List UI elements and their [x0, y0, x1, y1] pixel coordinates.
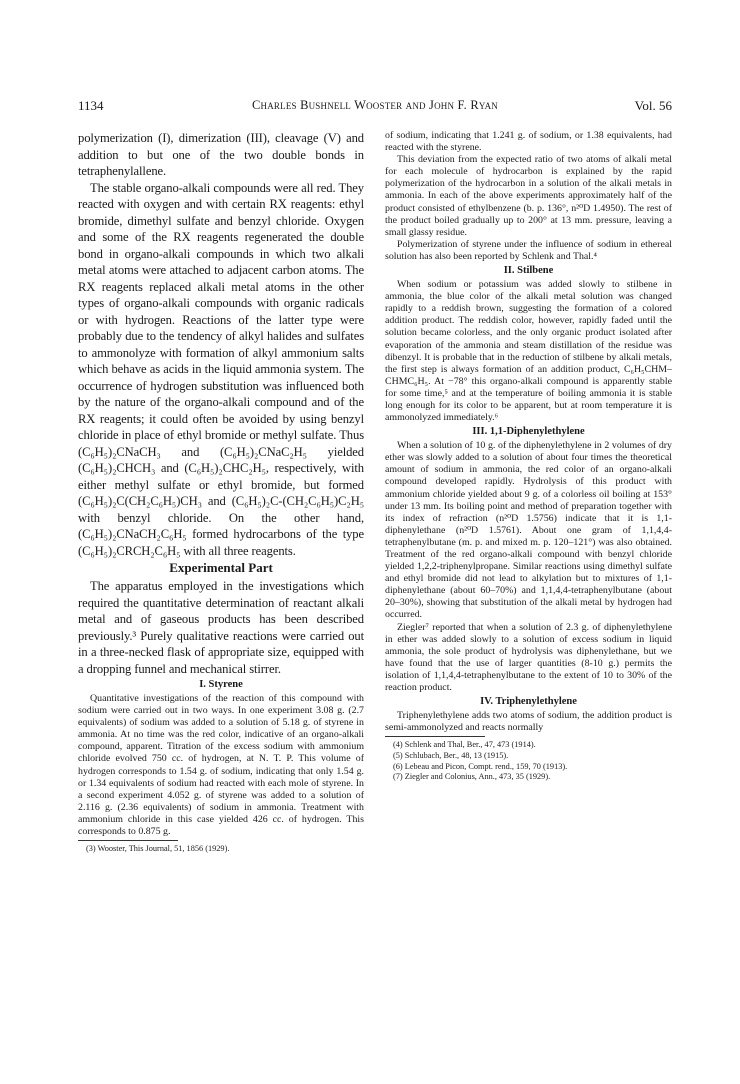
- experimental-paragraph: The apparatus employed in the investigations which required the quantitative determination of reactant alkali metal and of gaseous products has been described previously.³ Purely qualitative reactions were carried out in a three-necked flask of appropriate size, equipped with a dropping funnel and mechanical stirrer.: [78, 579, 364, 676]
- section-1-paragraph: Quantitative investigations of the reaction of this compound with sodium were carried out in two ways. In one experiment 3.08 g. (2.7 equivalents) of sodium was added to a solution of 5.18 g. of styrene in ammonia. At no time was the red color, indicative of an organo-alkali compound, apparent. Titration of the excess sodium with ammonium chloride evolved 750 cc. of hydrogen, at N. T. P. This volume of hydrogen corresponds to 1.54 g. of sodium, indicating that only 1.54 g. or 1.34 equivalents of sodium had reacted with each mole of styrene. In a second experiment 4.052 g. of styrene was added to a solution of 2.116 g. (2.36 equivalents) of sodium in ammonia. Treatment with ammonium chloride in this case yielded 426 cc. of hydrogen. This corresponds to 0.875 g.: [78, 693, 364, 838]
- intro-paragraph-2: The stable organo-alkali compounds were all red. They reacted with oxygen and with certain RX reagents: ethyl bromide, dimethyl sulfate and benzyl chloride. Oxygen and some of the RX reagents regenerated the double bond in organo-alkali compounds in which two alkali metal atoms were attached to adjacent carbon atoms. The RX reagents replaced alkali metal atoms in the other types of organo-alkali compounds with organic radicals or with hydrogen. Reactions of the latter type were probably due to the tendency of alkyl halides and sulfates to ammonolyze with formation of alkyl ammonium salts which behave as acids in the liquid ammonia system. The occurrence of hydrogen substitution was influenced both by the nature of the organo-alkali compound and of the RX reagents; it could often be avoided by using benzyl chloride in place of ethyl bromide or methyl sulfate. Thus (C₆H₅)₂CNaCH₃ and (C₆H₅)₂CNaC₂H₅ yielded (C₆H₅)₂CHCH₃ and (C₆H₅)₂CHC₂H₅, respectively, with either methyl sulfate or ethyl bromide, but formed (C₆H₅)₂C(CH₂C₆H₅)CH₃ and (C₆H₅)₂C-(CH₂C₆H₅)C₂H₅ with benzyl chloride. On the other hand, (C₆H₅)₂CNaCH₂C₆H₅ formed hydrocarbons of the type (C₆H₅)₂CRCH₂C₆H₅ with all three reagents.: [78, 180, 364, 558]
- right-paragraph-1: of sodium, indicating that 1.241 g. of sodium, or 1.38 equivalents, had reacted with the styrene.: [385, 130, 672, 154]
- footnotes: [385, 740, 672, 782]
- footnote-7: (7) Ziegler and Colonius, Ann., 473, 35 (1929).: [393, 772, 551, 782]
- intro-paragraph-1: polymerization (I), dimerization (III), cleavage (V) and addition to but one of the two double bonds in tetraphenylallene.: [78, 131, 364, 178]
- footnote-6: (6) Lebeau and Picon, Compt. rend., 159, 70 (1913).: [393, 761, 568, 771]
- right-paragraph-2: This deviation from the expected ratio of two atoms of alkali metal for each molecule of hydrocarbon is explained by the rapid polymerization of the hydrocarbon in a solution of the alkali metals in ammonia. In each of the above experiments approximately half of the product consisted of ethylbenzene (b. p. 136°, n²⁰D 1.4950). The rest of the product boiled gradually up to 200° at 13 mm. pressure, leaving a small glassy residue.: [385, 154, 672, 238]
- footnote-rule-right: [385, 736, 485, 737]
- section-2-paragraph: When sodium or potassium was added slowly to stilbene in ammonia, the blue color of the alkali metal solution was changed rapidly to a reddish brown, suggesting the formation of a colored addition product. The reddish color, however, rapidly faded until the solution became colorless, and the only organic product isolated after evaporation of the ammonia and steam distillation of the residue was dibenzyl. It is probable that in the reduction of stilbene by alkali metals, the first step is always formation of an addition product, C₆H₅CHM–CHMC₆H₅. At −78° this organo-alkali compound is apparently stable for some time,⁵ and at the temperature of boiling ammonia it is stable long enough for its color to be apparent, but at room temperature it is ammonolyzed immediately.⁶: [385, 279, 672, 424]
- footnote-3: (3) Wooster, This Journal, 51, 1856 (1929).: [86, 844, 230, 854]
- left-column: [78, 130, 364, 855]
- section-3-paragraph-2: Ziegler⁷ reported that when a solution of 2.3 g. of diphenylethylene in ether was added slowly to a solution of excess sodium in liquid ammonia, the sole product of hydrolysis was diphenylethane, but we have found that the use of larger quantities (8-10 g.) permits the isolation of 1,1,4,4-tetraphenylbutane to the extent of 10 to 30% of the reaction product.: [385, 621, 672, 694]
- footnote-5: (5) Schlubach, Ber., 48, 13 (1915).: [393, 750, 509, 760]
- section-1-heading: I. Styrene: [199, 679, 243, 690]
- section-4-heading: IV. Triphenylethylene: [480, 696, 577, 708]
- section-3-heading: III. 1,1-Diphenylethylene: [472, 426, 585, 438]
- right-paragraph-3: Polymerization of styrene under the influence of sodium in ethereal solution has also been reported by Schlenk and Thal.⁴: [385, 238, 672, 262]
- volume-label: Vol. 56: [634, 98, 672, 113]
- page-number: 1134: [78, 98, 104, 113]
- running-header: [78, 98, 672, 116]
- right-column: [385, 130, 672, 783]
- section-2-heading: II. Stilbene: [503, 265, 554, 277]
- experimental-heading: Experimental Part: [169, 560, 273, 575]
- running-title: Charles Bushnell Wooster and John F. Ryan: [252, 98, 498, 112]
- footnote-4: (4) Schlenk and Thal, Ber., 47, 473 (1914).: [393, 740, 536, 750]
- footnote-rule: [78, 840, 178, 841]
- section-4-paragraph: Triphenylethylene adds two atoms of sodium, the addition product is semi-ammonolyzed and reacts normally: [385, 710, 672, 734]
- section-3-paragraph-1: When a solution of 10 g. of the diphenylethylene in 2 volumes of dry ether was slowly added to a solution of about four times the theoretical amount of sodium in ammonia, the red color of an organo-alkali compound developed rapidly. Hydrolysis of this product with ammonium chloride yielded about 9 g. of a colorless oil boiling at 153° under 13 mm. Its boiling point and method of preparation together with its index of refraction (n²⁰D 1.5756) indicate that it is 1,1-diphenylethane (n²⁰D 1.5761). About one gram of 1,1,4,4-tetraphenylbutane (m. p. and mixed m. p. 120–121°) was also obtained. Treatment of the red organo-alkali compound with benzyl chloride yielded 1,2,2-triphenylpropane. Similar reactions using dimethyl sulfate and ethyl bromide did not lead to alkylation but to mixtures of 1,1-diphenylethane (about 60–70%) and 1,1,4,4-tetraphenylbutane (about 20–30%), showing that substitution of the alkali metal by hydrogen had occurred.: [385, 440, 672, 621]
